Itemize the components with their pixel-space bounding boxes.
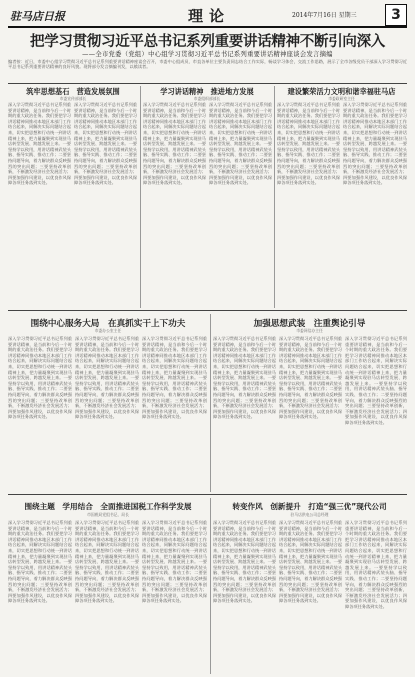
- article-body: 深入学习贯彻习近平总书记系列重要讲话精神，是当前和今后一个时期的重大政治任务。我们要把学习讲话精神同推动本地区本部门工作结合起来，同解决实际问题结合起来，切实把思想和行动统一到讲话精神上来，把力量凝聚到实现驻马店转型发展、跨越发展上来。一要坚持学以致用，用讲话精神武装头脑、指导实践、推动工作；二要坚持问题导向，着力解决群众反映强烈的突出问题；三要坚持改革创新，不断激发经济社会发展活力；四要加强作风建设，以优良作风保障各项任务落到实处。: [345, 336, 407, 425]
- article-byline: 驻马店供电公司总经理: [290, 512, 329, 517]
- column-rule: [140, 86, 141, 308]
- column-rule: [210, 498, 211, 674]
- divider: [8, 494, 407, 495]
- article-body: 深入学习贯彻习近平总书记系列重要讲话精神，是当前和今后一个时期的重大政治任务。我们要把学习讲话精神同推动本地区本部门工作结合起来，同解决实际问题结合起来，切实把思想和行动统一到讲话精神上来，把力量凝聚到实现驻马店转型发展、跨越发展上来。一要坚持学以致用，用讲话精神武装头脑、指导实践、推动工作；二要坚持问题导向，着力解决群众反映强烈的突出问题；三要坚持改革创新，不断激发经济社会发展活力；四要加强作风建设，以优良作风保障各项任务落到实处。: [213, 520, 276, 604]
- article-body: 深入学习贯彻习近平总书记系列重要讲话精神，是当前和今后一个时期的重大政治任务。我们要把学习讲话精神同推动本地区本部门工作结合起来，同解决实际问题结合起来，切实把思想和行动统一到讲话精神上来，把力量凝聚到实现驻马店转型发展、跨越发展上来。一要坚持学以致用，用讲话精神武装头脑、指导实践、推动工作；二要坚持问题导向，着力解决群众反映强烈的突出问题；三要坚持改革创新，不断激发经济社会发展活力；四要加强作风建设，以优良作风保障各项任务落到实处。: [345, 520, 407, 609]
- article-byline: 市委网信办主任: [296, 328, 323, 333]
- article-body: 深入学习贯彻习近平总书记系列重要讲话精神，是当前和今后一个时期的重大政治任务。我们要把学习讲话精神同推动本地区本部门工作结合起来，同解决实际问题结合起来，切实把思想和行动统一到讲话精神上来，把力量凝聚到实现驻马店转型发展、跨越发展上来。一要坚持学以致用，用讲话精神武装头脑、指导实践、推动工作；二要坚持问题导向，着力解决群众反映强烈的突出问题；三要坚持改革创新，不断激发经济社会发展活力；四要加强作风建设，以优良作风保障各项任务落到实处。: [75, 336, 139, 420]
- article-body: 深入学习贯彻习近平总书记系列重要讲话精神，是当前和今后一个时期的重大政治任务。我们要把学习讲话精神同推动本地区本部门工作结合起来，同解决实际问题结合起来，切实把思想和行动统一到讲话精神上来，把力量凝聚到实现驻马店转型发展、跨越发展上来。一要坚持学以致用，用讲话精神武装头脑、指导实践、推动工作；二要坚持问题导向，着力解决群众反映强烈的突出问题；三要坚持改革创新，不断激发经济社会发展活力；四要加强作风建设，以优良作风保障各项任务落到实处。: [277, 102, 340, 186]
- article-byline: 市委宣传部部长: [59, 96, 87, 101]
- column-rule: [210, 314, 211, 492]
- article-body: 深入学习贯彻习近平总书记系列重要讲话精神，是当前和今后一个时期的重大政治任务。我们要把学习讲话精神同推动本地区本部门工作结合起来，同解决实际问题结合起来，切实把思想和行动统一到讲话精神上来，把力量凝聚到实现驻马店转型发展、跨越发展上来。一要坚持学以致用，用讲话精神武装头脑、指导实践、推动工作；二要坚持问题导向，着力解决群众反映强烈的突出问题；三要坚持改革创新，不断激发经济社会发展活力；四要加强作风建设，以优良作风保障各项任务落到实处。: [213, 336, 276, 420]
- article-body: 深入学习贯彻习近平总书记系列重要讲话精神，是当前和今后一个时期的重大政治任务。我们要把学习讲话精神同推动本地区本部门工作结合起来，同解决实际问题结合起来，切实把思想和行动统一到讲话精神上来，把力量凝聚到实现驻马店转型发展、跨越发展上来。一要坚持学以致用，用讲话精神武装头脑、指导实践、推动工作；二要坚持问题导向，着力解决群众反映强烈的突出问题；三要坚持改革创新，不断激发经济社会发展活力；四要加强作风建设，以优良作风保障各项任务落到实处。: [8, 520, 72, 604]
- section-title: 理论: [188, 7, 231, 25]
- article-byline: 市委政研室主任: [328, 96, 355, 101]
- article-title: 转变作风 创新提升 打造“强三优”现代公司: [232, 502, 387, 511]
- article-body: 深入学习贯彻习近平总书记系列重要讲话精神，是当前和今后一个时期的重大政治任务。我们要把学习讲话精神同推动本地区本部门工作结合起来，同解决实际问题结合起来，切实把思想和行动统一到讲话精神上来，把力量凝聚到实现驻马店转型发展、跨越发展上来。一要坚持学以致用，用讲话精神武装头脑、指导实践、推动工作；二要坚持问题导向，着力解决群众反映强烈的突出问题；三要坚持改革创新，不断激发经济社会发展活力；四要加强作风建设，以优良作风保障各项任务落到实处。: [142, 520, 207, 604]
- article-byline: 市国税局党组书记、局长: [87, 512, 129, 517]
- article-title: 筑牢思想基石 营造发展氛围: [26, 87, 120, 96]
- article-body: 深入学习贯彻习近平总书记系列重要讲话精神，是当前和今后一个时期的重大政治任务。我们要把学习讲话精神同推动本地区本部门工作结合起来，同解决实际问题结合起来，切实把思想和行动统一到讲话精神上来，把力量凝聚到实现驻马店转型发展、跨越发展上来。一要坚持学以致用，用讲话精神武装头脑、指导实践、推动工作；二要坚持问题导向，着力解决群众反映强烈的突出问题；三要坚持改革创新，不断激发经济社会发展活力；四要加强作风建设，以优良作风保障各项任务落到实处。: [143, 102, 206, 186]
- masthead: [8, 4, 407, 28]
- paper-name: 驻马店日报: [10, 10, 65, 23]
- lead-subhead: ——全市党委（党组）中心组学习贯彻习近平总书记系列重要讲话精神座谈会发言摘编: [82, 51, 333, 58]
- page-number: 3: [385, 4, 407, 26]
- divider: [8, 83, 407, 84]
- issue-date: 2014年7月16日 星期三: [292, 12, 357, 19]
- article-title: 建设繁荣活力文明和谐幸福驻马店: [287, 87, 396, 96]
- article-title: 学习讲话精神 推进地方发展: [160, 87, 254, 96]
- article-body: 深入学习贯彻习近平总书记系列重要讲话精神，是当前和今后一个时期的重大政治任务。我们要把学习讲话精神同推动本地区本部门工作结合起来，同解决实际问题结合起来，切实把思想和行动统一到讲话精神上来，把力量凝聚到实现驻马店转型发展、跨越发展上来。一要坚持学以致用，用讲话精神武装头脑、指导实践、推动工作；二要坚持问题导向，着力解决群众反映强烈的突出问题；三要坚持改革创新，不断激发经济社会发展活力；四要加强作风建设，以优良作风保障各项任务落到实处。: [8, 336, 72, 420]
- article-body: 深入学习贯彻习近平总书记系列重要讲话精神，是当前和今后一个时期的重大政治任务。我们要把学习讲话精神同推动本地区本部门工作结合起来，同解决实际问题结合起来，切实把思想和行动统一到讲话精神上来，把力量凝聚到实现驻马店转型发展、跨越发展上来。一要坚持学以致用，用讲话精神武装头脑、指导实践、推动工作；二要坚持问题导向，着力解决群众反映强烈的突出问题；三要坚持改革创新，不断激发经济社会发展活力；四要加强作风建设，以优良作风保障各项任务落到实处。: [209, 102, 272, 186]
- article-title: 加强思想武装 注重舆论引导: [253, 319, 366, 329]
- article-body: 深入学习贯彻习近平总书记系列重要讲话精神，是当前和今后一个时期的重大政治任务。我们要把学习讲话精神同推动本地区本部门工作结合起来，同解决实际问题结合起来，切实把思想和行动统一到讲话精神上来，把力量凝聚到实现驻马店转型发展、跨越发展上来。一要坚持学以致用，用讲话精神武装头脑、指导实践、推动工作；二要坚持问题导向，着力解决群众反映强烈的突出问题；三要坚持改革创新，不断激发经济社会发展活力；四要加强作风建设，以优良作风保障各项任务落到实处。: [343, 102, 407, 186]
- article-body: 深入学习贯彻习近平总书记系列重要讲话精神，是当前和今后一个时期的重大政治任务。我们要把学习讲话精神同推动本地区本部门工作结合起来，同解决实际问题结合起来，切实把思想和行动统一到讲话精神上来，把力量凝聚到实现驻马店转型发展、跨越发展上来。一要坚持学以致用，用讲话精神武装头脑、指导实践、推动工作；二要坚持问题导向，着力解决群众反映强烈的突出问题；三要坚持改革创新，不断激发经济社会发展活力；四要加强作风建设，以优良作风保障各项任务落到实处。: [75, 520, 139, 604]
- article-byline: 市委办公室主任: [94, 328, 122, 333]
- article-title: 围绕主题 学用结合 全面推进国税工作科学发展: [24, 502, 192, 511]
- editor-note: 编者按：近日，市委中心组学习贯彻习近平总书记系列重要讲话精神座谈会召开，市委中心组成员、市直各单位主要负责同志结合工作实际，畅谈学习体会，交流工作思路，展示了全市各级党员干部深入学习贯彻习近平总书记系列重要讲话精神的良好风貌。现将部分发言摘编刊发，以飨读者。: [8, 59, 407, 70]
- article-body: 深入学习贯彻习近平总书记系列重要讲话精神，是当前和今后一个时期的重大政治任务。我们要把学习讲话精神同推动本地区本部门工作结合起来，同解决实际问题结合起来，切实把思想和行动统一到讲话精神上来，把力量凝聚到实现驻马店转型发展、跨越发展上来。一要坚持学以致用，用讲话精神武装头脑、指导实践、推动工作；二要坚持问题导向，着力解决群众反映强烈的突出问题；三要坚持改革创新，不断激发经济社会发展活力；四要加强作风建设，以优良作风保障各项任务落到实处。: [142, 336, 207, 420]
- lead-headline: 把学习贯彻习近平总书记系列重要讲话精神不断引向深入: [30, 34, 385, 50]
- article-body: 深入学习贯彻习近平总书记系列重要讲话精神，是当前和今后一个时期的重大政治任务。我们要把学习讲话精神同推动本地区本部门工作结合起来，同解决实际问题结合起来，切实把思想和行动统一到讲话精神上来，把力量凝聚到实现驻马店转型发展、跨越发展上来。一要坚持学以致用，用讲话精神武装头脑、指导实践、推动工作；二要坚持问题导向，着力解决群众反映强烈的突出问题；三要坚持改革创新，不断激发经济社会发展活力；四要加强作风建设，以优良作风保障各项任务落到实处。: [8, 102, 71, 186]
- article-body: 深入学习贯彻习近平总书记系列重要讲话精神，是当前和今后一个时期的重大政治任务。我们要把学习讲话精神同推动本地区本部门工作结合起来，同解决实际问题结合起来，切实把思想和行动统一到讲话精神上来，把力量凝聚到实现驻马店转型发展、跨越发展上来。一要坚持学以致用，用讲话精神武装头脑、指导实践、推动工作；二要坚持问题导向，着力解决群众反映强烈的突出问题；三要坚持改革创新，不断激发经济社会发展活力；四要加强作风建设，以优良作风保障各项任务落到实处。: [279, 520, 342, 604]
- article-byline: 市委组织部部长: [193, 96, 221, 101]
- article-body: 深入学习贯彻习近平总书记系列重要讲话精神，是当前和今后一个时期的重大政治任务。我们要把学习讲话精神同推动本地区本部门工作结合起来，同解决实际问题结合起来，切实把思想和行动统一到讲话精神上来，把力量凝聚到实现驻马店转型发展、跨越发展上来。一要坚持学以致用，用讲话精神武装头脑、指导实践、推动工作；二要坚持问题导向，着力解决群众反映强烈的突出问题；三要坚持改革创新，不断激发经济社会发展活力；四要加强作风建设，以优良作风保障各项任务落到实处。: [279, 336, 342, 420]
- column-rule: [274, 86, 275, 308]
- article-title: 围绕中心服务大局 在真抓实干上下功夫: [30, 319, 186, 329]
- article-body: 深入学习贯彻习近平总书记系列重要讲话精神，是当前和今后一个时期的重大政治任务。我们要把学习讲话精神同推动本地区本部门工作结合起来，同解决实际问题结合起来，切实把思想和行动统一到讲话精神上来，把力量凝聚到实现驻马店转型发展、跨越发展上来。一要坚持学以致用，用讲话精神武装头脑、指导实践、推动工作；二要坚持问题导向，着力解决群众反映强烈的突出问题；三要坚持改革创新，不断激发经济社会发展活力；四要加强作风建设，以优良作风保障各项任务落到实处。: [74, 102, 137, 186]
- divider: [8, 310, 407, 311]
